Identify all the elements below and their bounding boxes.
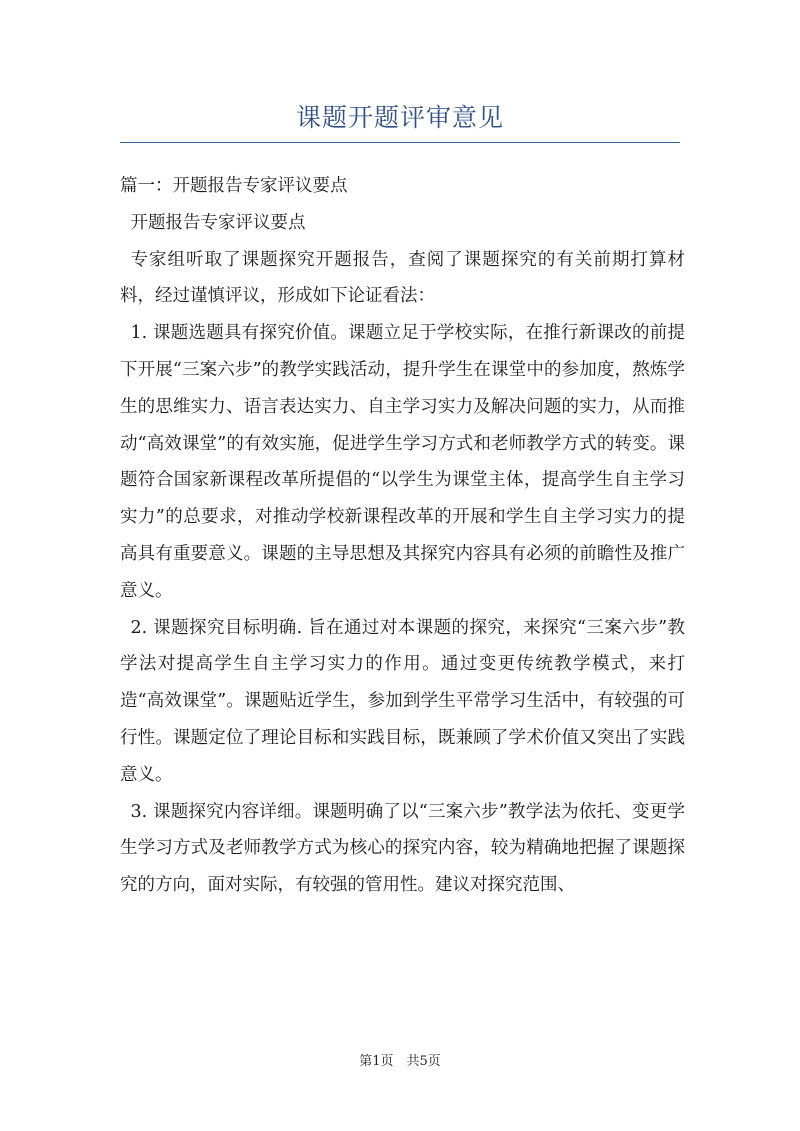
- paragraph-point-1: 1. 课题选题具有探究价值。课题立足于学校实际，在推行新课改的前提下开展“三案六步”的教学实践活动，提升学生在课堂中的参加度，熬炼学生的思维实力、语言表达实力、自主学习实力及解决问题的实力，从而推动“高效课堂”的有效实施，促进学生学习方式和老师教学方式的转变。课题符合国家新课程改革所提倡的“以学生为课堂主体，提高学生自主学习实力”的总要求，对推动学校新课程改革的开展和学生自主学习实力的提高具有重要意义。课题的主导思想及其探究内容具有必须的前瞻性及推广意义。: [120, 323, 685, 601]
- paragraph-point-3: 3. 课题探究内容详细。课题明确了以“三案六步”教学法为依托、变更学生学习方式及老师教学方式为核心的探究内容，较为精确地把握了课题探究的方向，面对实际，有较强的管用性。建议对探究范围、: [120, 801, 685, 896]
- subheading: 开题报告专家评议要点: [130, 212, 306, 233]
- section-heading: 篇一：开题报告专家评议要点: [120, 176, 348, 196]
- title-divider: [120, 142, 680, 143]
- document-title: 课题开题评审意见: [295, 103, 504, 132]
- document-body: [120, 168, 685, 904]
- paragraph-intro: 专家组听取了课题探究开题报告，查阅了课题探究的有关前期打算材料，经过谨慎评议，形成如下论证看法：: [120, 249, 685, 307]
- paragraph-point-2: 2. 课题探究目标明确. 旨在通过对本课题的探究，来探究“三案六步”教学法对提高学生自主学习实力的作用。通过变更传统教学模式，来打造“高效课堂”。课题贴近学生，参加到学生平常学习生活中，有较强的可行性。课题定位了理论目标和实践目标，既兼顾了学术价值又突出了实践意义。: [120, 617, 685, 785]
- page-number-footer: 第1页 共5页: [359, 1054, 441, 1069]
